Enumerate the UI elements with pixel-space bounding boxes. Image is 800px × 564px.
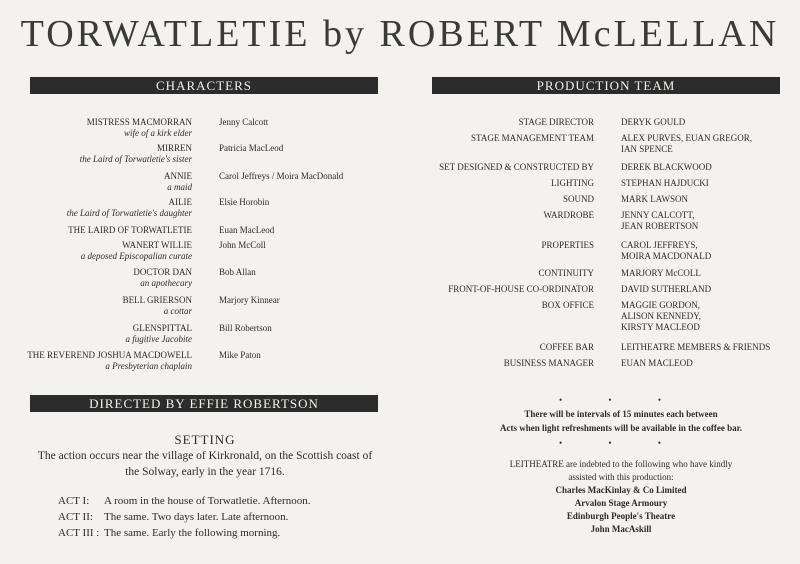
act-label: ACT II: [58, 511, 93, 523]
character-actor: John McColl [219, 240, 266, 250]
team-role: CONTINUITY [538, 268, 594, 278]
character-role: MIRREN [156, 143, 192, 153]
team-role: FRONT-OF-HOUSE CO-ORDINATOR [448, 284, 594, 294]
sponsor: John MacAskill [590, 524, 652, 534]
team-name: JENNY CALCOTT, [621, 210, 695, 220]
team-name: DERYK GOULD [621, 117, 686, 127]
team-name: STEPHAN HAJDUCKI [621, 178, 709, 188]
act-description: The same. Early the following morning. [104, 527, 281, 539]
team-name: IAN SPENCE [621, 144, 673, 154]
character-role: MISTRESS MACMORRAN [86, 117, 192, 127]
character-desc: the Laird of Torwatletie's daughter [66, 208, 192, 218]
character-actor: Carol Jeffreys / Moira MacDonald [219, 171, 344, 181]
separator-dots: • • • [559, 438, 683, 448]
team-name: MAGGIE GORDON, [621, 300, 700, 310]
acknowledgement-intro: assisted with this production: [568, 472, 674, 482]
act-row [58, 526, 280, 540]
team-role: LIGHTING [551, 178, 594, 188]
character-desc: a maid [167, 182, 192, 192]
character-role: THE REVEREND JOSHUA MACDOWELL [27, 350, 192, 360]
act-row [58, 510, 288, 524]
setting-heading: SETTING [174, 432, 236, 447]
character-desc: an apothecary [140, 278, 192, 288]
team-name: MARJORY McCOLL [621, 268, 701, 278]
team-name: LEITHEATRE MEMBERS & FRIENDS [621, 342, 771, 352]
team-name: CAROL JEFFREYS, [621, 240, 698, 250]
character-role: WANERT WILLIE [122, 240, 192, 250]
act-row [58, 494, 310, 508]
character-actor: Elsie Horobin [219, 197, 270, 207]
team-name: ALISON KENNEDY, [621, 311, 701, 321]
character-desc: a Presbyterian chaplain [105, 361, 192, 371]
sponsor: Arvalon Stage Armoury [574, 498, 668, 508]
character-actor: Bob Allan [219, 267, 256, 277]
acknowledgement-intro: LEITHEATRE are indebted to the following who have kindly [509, 459, 733, 469]
character-actor: Marjory Kinnear [219, 295, 280, 305]
interval-line: There will be intervals of 15 minutes each between [524, 409, 718, 419]
character-role: GLENSPITTAL [132, 323, 192, 333]
character-desc: the Laird of Torwatletie's sister [79, 154, 192, 164]
characters-heading: CHARACTERS [30, 77, 378, 94]
interval-line: Acts when light refreshments will be available in the coffee bar. [499, 423, 743, 433]
page-title: TORWATLETIE by ROBERT McLELLAN [20, 13, 780, 55]
interval-notice [432, 407, 800, 435]
team-role: BUSINESS MANAGER [503, 358, 594, 368]
separator-dots: • • • [559, 395, 683, 405]
team-name: MARK LAWSON [621, 194, 689, 204]
act-description: A room in the house of Torwatletie. Afternoon. [104, 495, 311, 507]
character-actor: Jenny Calcott [219, 117, 269, 127]
character-desc: a deposed Episcopalian curate [80, 251, 192, 261]
act-description: The same. Two days later. Late afternoon. [104, 511, 289, 523]
production-heading: PRODUCTION TEAM [432, 77, 780, 94]
team-name: KIRSTY MACLEOD [621, 322, 700, 332]
character-desc: wife of a kirk elder [124, 128, 192, 138]
team-role: SET DESIGNED & CONSTRUCTED BY [439, 162, 594, 172]
team-role: COFFEE BAR [539, 342, 594, 352]
team-role: SOUND [562, 194, 594, 204]
character-role: AILIE [168, 197, 192, 207]
character-role: BELL GRIERSON [122, 295, 192, 305]
character-role: THE LAIRD OF TORWATLETIE [68, 225, 192, 235]
team-name: DAVID SUTHERLAND [621, 284, 712, 294]
act-label: ACT III : [58, 527, 100, 539]
team-name: JEAN ROBERTSON [621, 221, 699, 231]
character-desc: a fugitive Jacobite [125, 334, 192, 344]
character-role: ANNIE [164, 171, 192, 181]
team-role: BOX OFFICE [541, 300, 594, 310]
act-label: ACT I: [58, 495, 90, 507]
character-desc: a cottar [163, 306, 192, 316]
team-name: MOIRA MACDONALD [621, 251, 712, 261]
team-name: ALEX PURVES, EUAN GREGOR, [621, 133, 753, 143]
setting-text: The action occurs near the village of Kirkronald, on the Scottish coast of the Solway, early in the year 1716. [37, 450, 373, 478]
team-role: PROPERTIES [541, 240, 594, 250]
character-actor: Bill Robertson [219, 323, 272, 333]
team-role: WARDROBE [543, 210, 594, 220]
character-role: DOCTOR DAN [133, 267, 192, 277]
team-role: STAGE DIRECTOR [518, 117, 594, 127]
team-name: DEREK BLACKWOOD [621, 162, 712, 172]
team-role: STAGE MANAGEMENT TEAM [471, 133, 594, 143]
directed-by-heading: DIRECTED BY EFFIE ROBERTSON [30, 395, 378, 412]
team-name: EUAN MACLEOD [621, 358, 693, 368]
sponsor: Edinburgh People's Theatre [566, 511, 676, 521]
character-actor: Mike Paton [219, 350, 261, 360]
acknowledgements [432, 458, 800, 536]
character-actor: Euan MacLeod [219, 225, 275, 235]
character-actor: Patricia MacLeod [219, 143, 284, 153]
sponsor: Charles MacKinlay & Co Limited [555, 485, 687, 495]
